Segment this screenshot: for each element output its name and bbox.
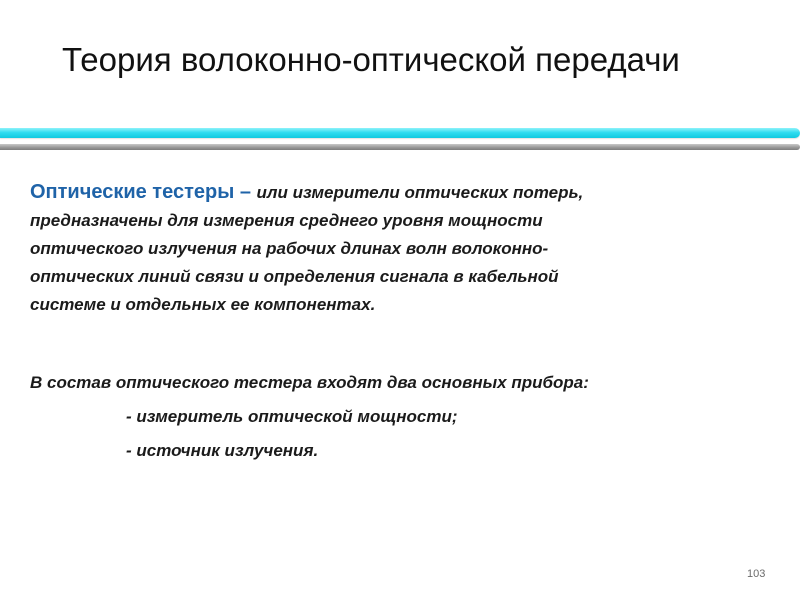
page-number: 103 <box>747 568 766 580</box>
definition-line-4: оптических линий связи и определения сигнала в кабельной <box>30 267 559 286</box>
composition-item-power-meter: - измеритель оптической мощности; <box>126 407 458 426</box>
definition-dash: – <box>234 181 257 203</box>
slide-body <box>30 178 790 465</box>
title-divider <box>0 126 800 156</box>
cyan-divider-bar <box>0 128 800 138</box>
definition-line-1-rest: или измерители оптических потерь, <box>256 183 584 202</box>
composition-intro: В состав оптического тестера входят два основных прибора: <box>30 373 589 392</box>
definition-line-3: оптического излучения на рабочих длинах волн волоконно- <box>30 239 549 258</box>
definition-line-1 <box>30 178 790 207</box>
composition-item-source: - источник излучения. <box>126 441 319 460</box>
definition-term: Оптические тестеры <box>30 181 235 203</box>
slide-title: Теория волоконно-оптической передачи <box>62 41 680 78</box>
definition-line-5: системе и отдельных ее компонентах. <box>30 295 376 314</box>
paragraph-gap <box>30 319 790 369</box>
definition-line-2: предназначены для измерения среднего уровня мощности <box>30 211 543 230</box>
gray-divider-bar <box>0 144 800 150</box>
